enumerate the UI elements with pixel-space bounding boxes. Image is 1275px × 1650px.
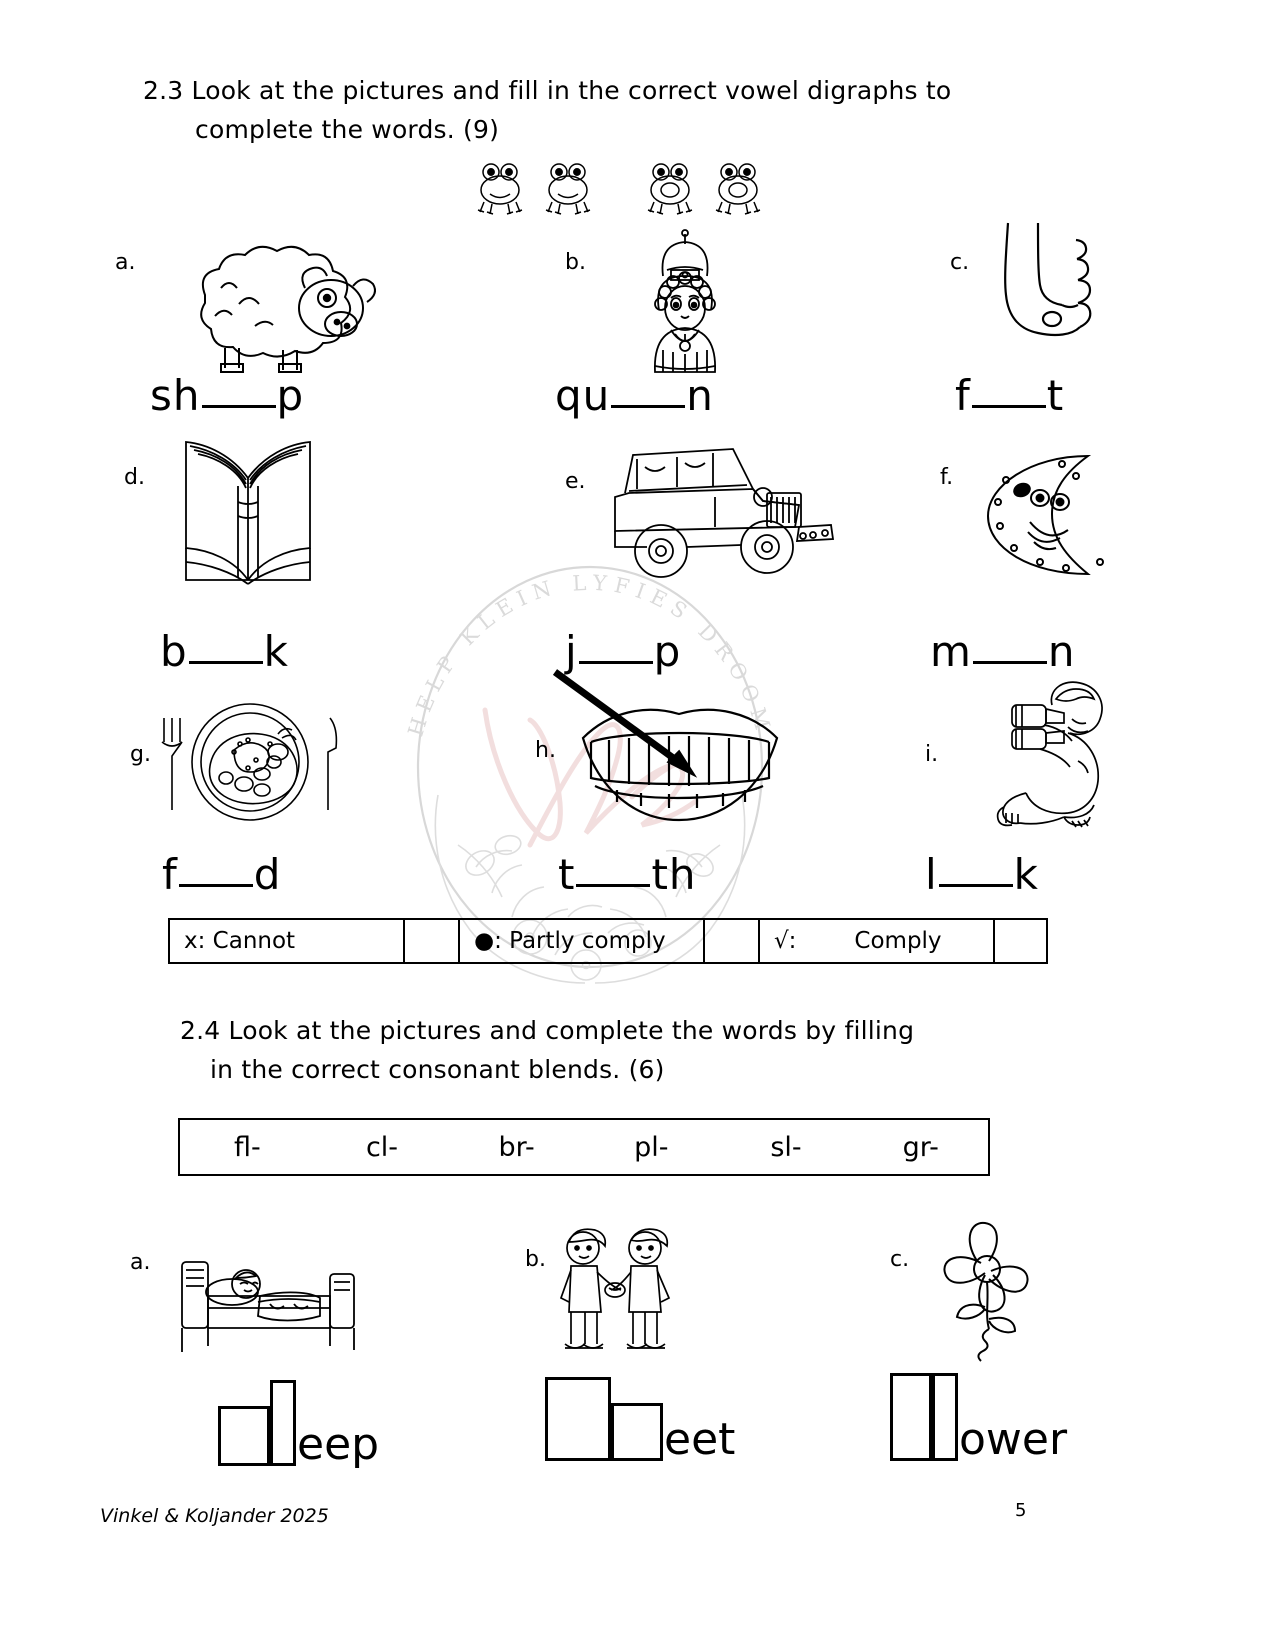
word-d-prefix: b: [160, 627, 188, 676]
word-i-prefix: l: [925, 850, 938, 899]
rubric-comply-symbol: √:: [774, 928, 797, 954]
teeth-mouth-illustration: [565, 690, 795, 825]
word-b-blank[interactable]: [611, 405, 685, 408]
item-g: [130, 690, 460, 910]
word-e-prefix: j: [565, 627, 578, 676]
rubric-comply-checkbox[interactable]: [995, 920, 1046, 962]
section-23-instruction: [143, 72, 1023, 150]
word-c-prefix: f: [955, 371, 971, 420]
food-plate-illustration: [150, 700, 345, 830]
blend-word-c: [890, 1373, 1068, 1466]
item-24-letter-a: a.: [130, 1250, 151, 1275]
item-h: [530, 690, 870, 910]
item-letter-a: a.: [115, 250, 136, 275]
blend-word-a-box2[interactable]: [270, 1380, 296, 1466]
section-23-instruction-line2: complete the words. (9): [195, 114, 500, 144]
blend-word-b-box1[interactable]: [545, 1377, 611, 1461]
blend-word-a-tail: eep: [297, 1419, 380, 1471]
blend-word-a-box1[interactable]: [218, 1406, 270, 1466]
item-letter-i: i.: [925, 742, 939, 767]
item-letter-b: b.: [565, 250, 586, 275]
item-24-a: [130, 1240, 460, 1471]
word-f: [930, 627, 1076, 676]
item-e: [565, 455, 905, 680]
blend-option-4[interactable]: pl-: [634, 1131, 669, 1163]
blend-word-b-box2[interactable]: [611, 1403, 663, 1461]
rubric-cannot-checkbox[interactable]: [405, 920, 460, 962]
svg-text:HELP KLEIN LYFIES DROOM: HELP KLEIN LYFIES DROOM: [403, 570, 777, 740]
word-d-suffix: k: [263, 627, 289, 676]
word-i-blank[interactable]: [939, 884, 1013, 887]
queen-illustration: [615, 230, 755, 375]
item-a: [110, 245, 440, 425]
word-f-suffix: n: [1047, 627, 1076, 676]
word-h-prefix: t: [558, 850, 576, 899]
item-24-letter-b: b.: [525, 1247, 546, 1272]
section-24-instruction-line1: 2.4 Look at the pictures and complete the words by filling: [180, 1016, 915, 1045]
item-f: [930, 455, 1225, 680]
word-b-suffix: n: [686, 371, 714, 420]
item-24-b: [520, 1235, 850, 1466]
word-i: [925, 850, 1039, 899]
word-a-suffix: p: [276, 371, 305, 420]
item-24-letter-c: c.: [890, 1247, 910, 1272]
blend-word-c-tail: ower: [959, 1414, 1068, 1466]
word-b: [555, 371, 714, 420]
blend-option-3[interactable]: br-: [498, 1131, 535, 1163]
rubric-partly-checkbox[interactable]: [705, 920, 760, 962]
blend-word-c-box1[interactable]: [890, 1373, 932, 1461]
item-letter-c: c.: [950, 250, 970, 275]
blend-word-a: [218, 1380, 380, 1471]
word-f-blank[interactable]: [973, 661, 1047, 664]
word-f-prefix: m: [930, 627, 972, 676]
word-d: [160, 627, 289, 676]
blend-option-5[interactable]: sl-: [770, 1131, 802, 1163]
word-e-suffix: p: [653, 627, 682, 676]
item-24-c: [885, 1235, 1225, 1466]
word-g: [162, 850, 281, 899]
item-letter-f: f.: [940, 465, 954, 490]
word-a-prefix: sh: [150, 371, 201, 420]
blend-option-2[interactable]: cl-: [365, 1131, 399, 1163]
flower-illustration: [915, 1215, 1045, 1365]
item-letter-d: d.: [124, 465, 145, 490]
word-h-suffix: th: [651, 850, 697, 899]
item-b: [555, 245, 890, 425]
jeep-illustration: [585, 435, 845, 585]
word-g-suffix: d: [253, 850, 282, 899]
two-children-greeting-illustration: [545, 1220, 685, 1360]
blend-word-b-tail: eet: [664, 1414, 736, 1466]
word-a-blank[interactable]: [202, 405, 276, 408]
blend-option-1[interactable]: fl-: [233, 1131, 261, 1163]
footer-credit: Vinkel & Koljander 2025: [100, 1505, 329, 1527]
rubric-cannot-label: x: Cannot: [170, 920, 405, 962]
word-c-blank[interactable]: [972, 405, 1046, 408]
sheep-illustration: [155, 240, 385, 370]
item-i: [915, 690, 1225, 910]
item-letter-e: e.: [565, 469, 586, 494]
blend-option-6[interactable]: gr-: [902, 1131, 939, 1163]
blend-word-c-box2[interactable]: [932, 1373, 958, 1461]
word-h-blank[interactable]: [576, 884, 650, 887]
section-23-instruction-line1: 2.3 Look at the pictures and fill in the correct vowel digraphs to: [143, 76, 952, 105]
word-i-suffix: k: [1013, 850, 1039, 899]
rubric-partly-label: ●: Partly comply: [460, 920, 705, 962]
moon-illustration: [970, 450, 1130, 580]
section-24-instruction-line2: in the correct consonant blends. (6): [210, 1054, 665, 1084]
section-24-instruction: [180, 1012, 1060, 1090]
page-number: 5: [1015, 1500, 1027, 1521]
rubric-comply-label: [760, 920, 995, 962]
word-c-suffix: t: [1046, 371, 1065, 420]
blend-word-b: [545, 1377, 736, 1466]
item-d: [122, 455, 452, 680]
word-g-prefix: f: [162, 850, 178, 899]
foot-illustration: [980, 223, 1110, 363]
child-sleeping-in-bed-illustration: [170, 1240, 370, 1360]
word-a: [150, 371, 304, 420]
word-c: [955, 371, 1064, 420]
rubric-table: [168, 918, 1048, 964]
word-e: [565, 627, 681, 676]
word-b-prefix: qu: [555, 371, 611, 420]
item-letter-g: g.: [130, 742, 151, 767]
word-e-blank[interactable]: [579, 661, 653, 664]
item-c: [945, 245, 1225, 425]
rubric-comply-text: Comply: [854, 928, 942, 954]
frogs-decoration: [470, 152, 780, 214]
book-illustration: [160, 430, 340, 590]
item-letter-h: h.: [535, 738, 556, 763]
boy-with-binoculars-illustration: [960, 675, 1135, 835]
word-g-blank[interactable]: [179, 884, 253, 887]
word-d-blank[interactable]: [189, 661, 263, 664]
word-h: [558, 850, 697, 899]
blends-word-bank: [178, 1118, 990, 1176]
